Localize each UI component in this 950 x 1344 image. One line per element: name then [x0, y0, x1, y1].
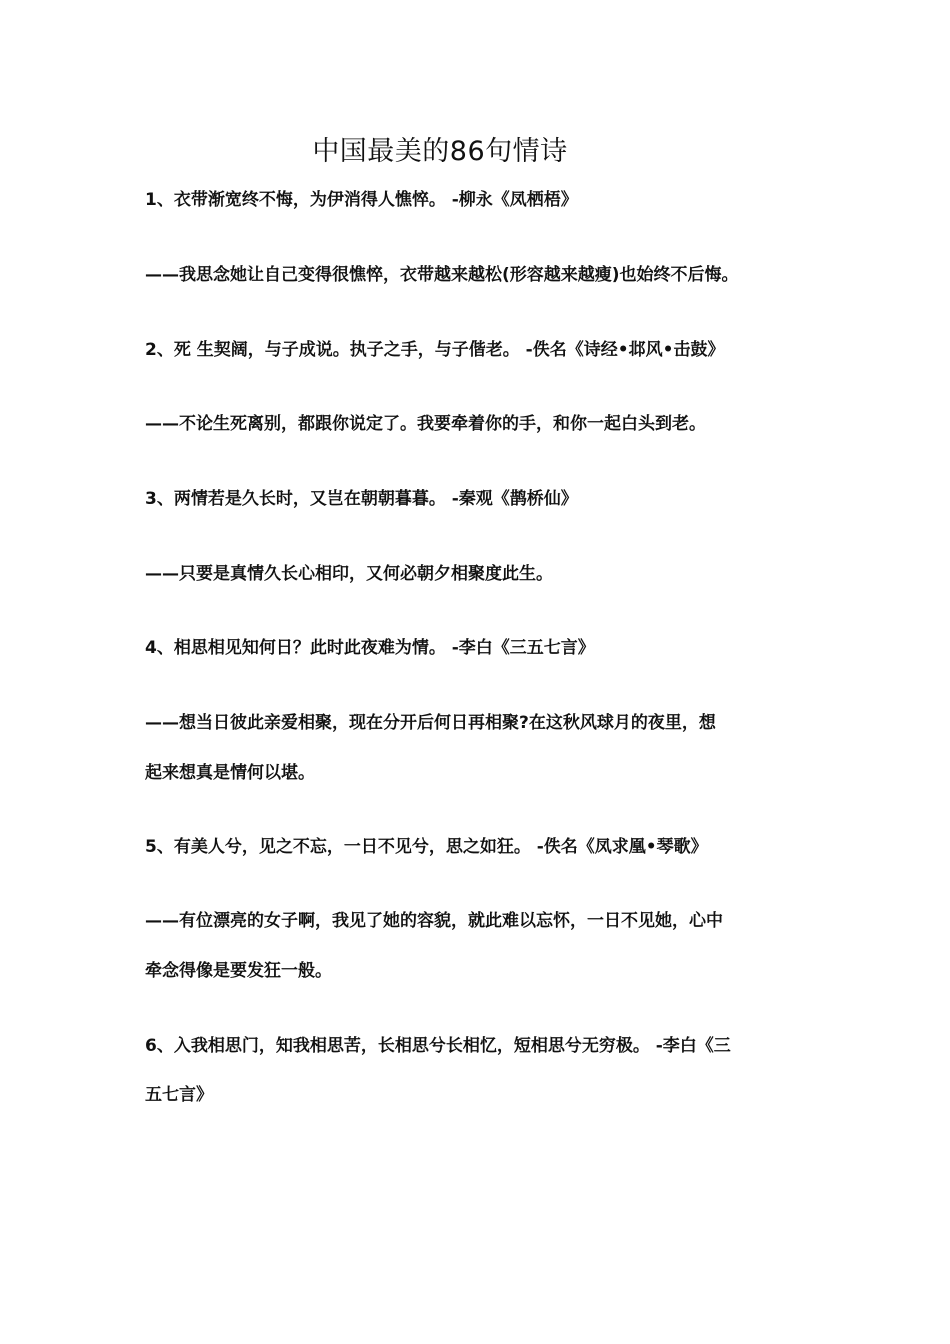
- poem-1-explanation: ——我思念她让自己变得很憔悴，衣带越来越松(形容越来越瘦)也始终不后悔。: [145, 265, 739, 285]
- poem-2-verse: 2、死 生契阔，与子成说。执子之手，与子偕老。 -佚名《诗经•邶风•击鼓》: [145, 340, 725, 360]
- poem-3-verse: 3、两情若是久长时，又岂在朝朝暮暮。 -秦观《鹊桥仙》: [145, 489, 578, 509]
- poem-3-explanation: ——只要是真情久长心相印，又何必朝夕相聚度此生。: [145, 564, 553, 584]
- poem-1-verse: 1、衣带渐宽终不悔，为伊消得人憔悴。 -柳永《凤栖梧》: [145, 190, 578, 210]
- poem-4-explanation: ——想当日彼此亲爱相聚，现在分开后何日再相聚?在这秋风球月的夜里，想: [145, 713, 716, 733]
- poem-5-verse: 5、有美人兮，见之不忘，一日不见兮，思之如狂。 -佚名《凤求凰•琴歌》: [145, 837, 708, 857]
- poem-5-explanation: ——有位漂亮的女子啊，我见了她的容貌，就此难以忘怀，一日不见她，心中: [145, 911, 723, 931]
- poem-5-explanation-cont: 牵念得像是要发狂一般。: [145, 961, 332, 981]
- poem-6-verse-cont: 五七言》: [145, 1085, 213, 1105]
- document-title: 中国最美的86句情诗: [312, 136, 568, 167]
- poem-4-verse: 4、相思相见知何日？此时此夜难为情。 -李白《三五七言》: [145, 638, 595, 658]
- poem-2-explanation: ——不论生死离别，都跟你说定了。我要牵着你的手，和你一起白头到老。: [145, 414, 706, 434]
- poem-4-explanation-cont: 起来想真是情何以堪。: [145, 763, 315, 783]
- poem-6-verse: 6、入我相思门，知我相思苦，长相思兮长相忆，短相思兮无穷极。 -李白《三: [145, 1036, 731, 1056]
